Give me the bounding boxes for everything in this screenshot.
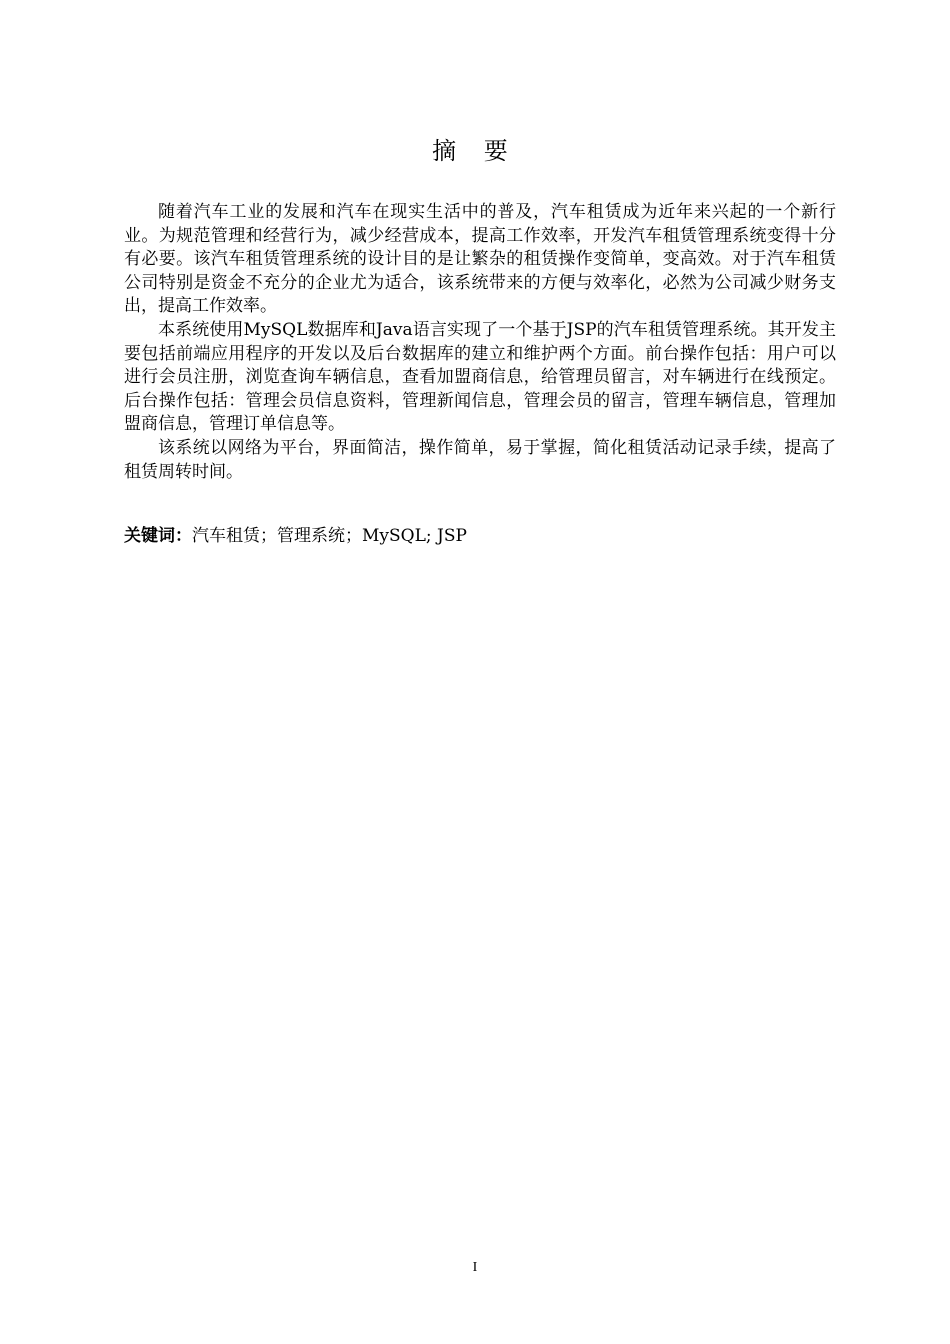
page-number: I [472, 1260, 478, 1275]
abstract-title: 摘 要 [432, 137, 518, 165]
abstract-paragraph-1: 随着汽车工业的发展和汽车在现实生活中的普及，汽车租赁成为近年来兴起的一个新行业。为规范管理和经营行为，减少经营成本，提高工作效率，开发汽车租赁管理系统变得十分有必要。该汽车租赁管理系统的设计目的是让繁杂的租赁操作变简单，变高效。对于汽车租赁公司特别是资金不充分的企业尤为适合，该系统带来的方便与效率化，必然为公司减少财务支出，提高工作效率。 [124, 202, 836, 317]
keywords-line [124, 525, 836, 548]
abstract-body [124, 201, 836, 484]
keywords-value: 汽车租赁；管理系统；MySQL; JSP [192, 526, 467, 546]
abstract-paragraph-3: 该系统以网络为平台，界面简洁，操作简单，易于掌握，简化租赁活动记录手续，提高了租赁周转时间。 [124, 437, 836, 482]
abstract-paragraph-2: 本系统使用MySQL数据库和Java语言实现了一个基于JSP的汽车租赁管理系统。其开发主要包括前端应用程序的开发以及后台数据库的建立和维护两个方面。前台操作包括：用户可以进行会员注册，浏览查询车辆信息，查看加盟商信息，给管理员留言，对车辆进行在线预定。后台操作包括：管理会员信息资料，管理新闻信息，管理会员的留言，管理车辆信息，管理加盟商信息，管理订单信息等。 [124, 319, 836, 435]
keywords-label: 关键词： [124, 526, 192, 546]
